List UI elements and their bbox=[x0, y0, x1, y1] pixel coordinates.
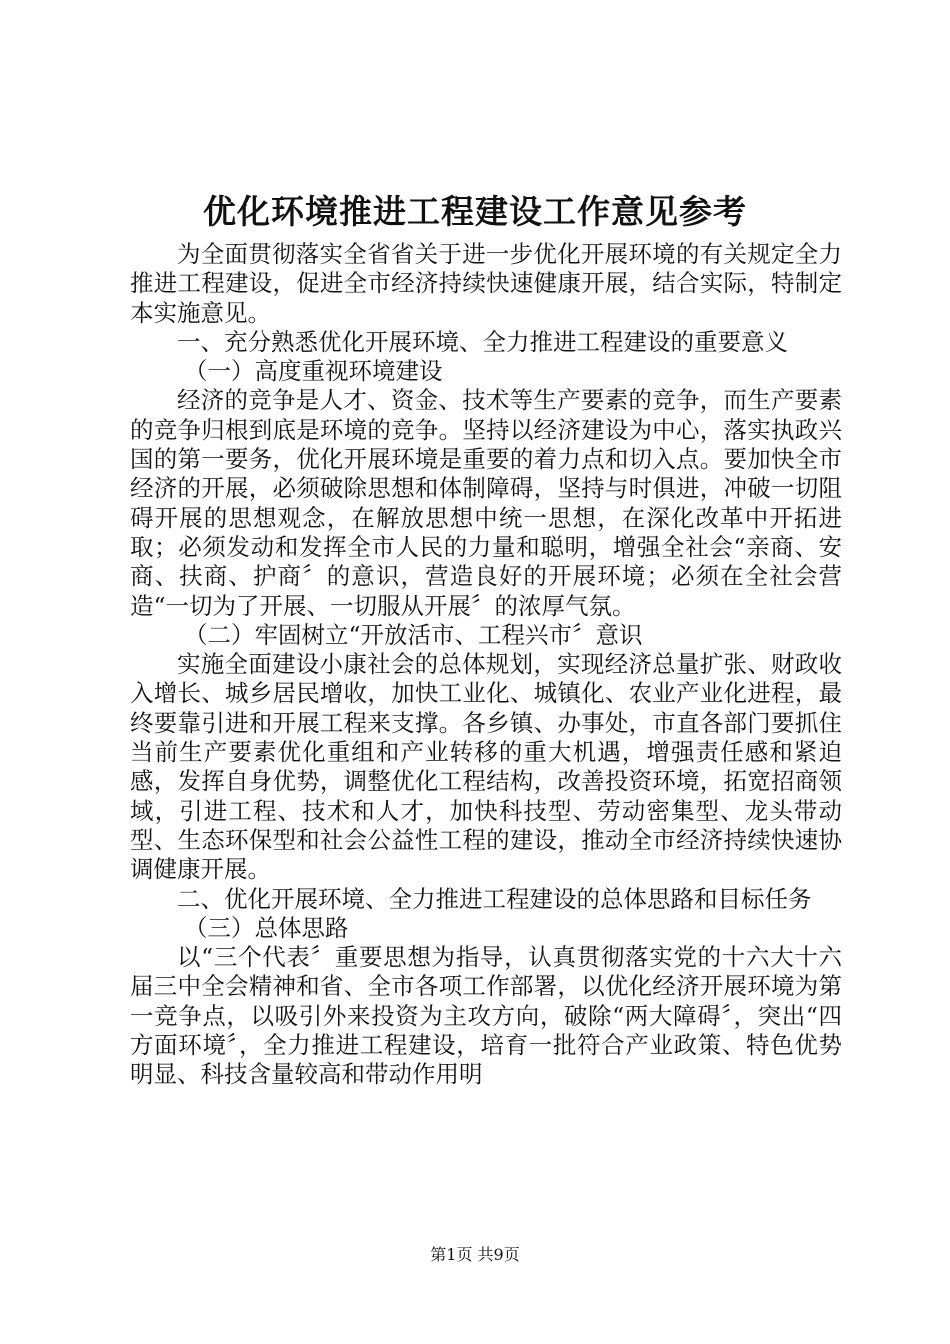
document-body bbox=[130, 240, 842, 1090]
page-footer: 第1页 共9页 bbox=[430, 1245, 520, 1264]
section-heading-1: 一、充分熟悉优化开展环境、全力推进工程建设的重要意义 bbox=[177, 327, 788, 356]
body-paragraph-3: 以“三个代表〞重要思想为指导，认真贯彻落实党的十六大十六届三中全会精神和省、全市各项工作部署，以优化经济开展环境为第一竞争点，以吸引外来投资为主攻方向，破除“两大障碍〞，突出“四方面环境〞，全力推进工程建设，培育一批符合产业政策、特色优势明显、科技含量较高和带动作用明 bbox=[130, 943, 842, 1089]
subsection-heading-3: （三）总体思路 bbox=[184, 913, 349, 942]
section-heading-2: 二、优化开展环境、全力推进工程建设的总体思路和目标任务 bbox=[177, 884, 812, 913]
subsection-heading-1: （一）高度重视环境建设 bbox=[184, 357, 443, 386]
intro-paragraph: 为全面贯彻落实全省省关于进一步优化开展环境的有关规定全力推进工程建设，促进全市经济持续快速健康开展，结合实际，特制定本实施意见。 bbox=[130, 240, 842, 327]
body-paragraph-2: 实施全面建设小康社会的总体规划，实现经济总量扩张、财政收入增长、城乡居民增收，加快工业化、城镇化、农业产业化进程，最终要靠引进和开展工程来支撑。各乡镇、办事处，市直各部门要抓住当前生产要素优化重组和产业转移的重大机遇，增强责任感和紧迫感，发挥自身优势，调整优化工程结构，改善投资环境，拓宽招商领域，引进工程、技术和人才，加快科技型、劳动密集型、龙头带动型、生态环保型和社会公益性工程的建设，推动全市经济持续快速协调健康开展。 bbox=[130, 650, 842, 884]
subsection-heading-2: （二）牢固树立“开放活市、工程兴市〞意识 bbox=[184, 620, 643, 649]
body-paragraph-1: 经济的竞争是人才、资金、技术等生产要素的竞争，而生产要素的竞争归根到底是环境的竞争。坚持以经济建设为中心，落实执政兴国的第一要务，优化开展环境是重要的着力点和切入点。要加快全市经济的开展，必须破除思想和体制障碍，坚持与时俱进，冲破一切阻碍开展的思想观念，在解放思想中统一思想，在深化改革中开拓进取；必须发动和发挥全市人民的力量和聪明，增强全社会“亲商、安商、扶商、护商〞的意识，营造良好的开展环境；必须在全社会营造“一切为了开展、一切服从开展〞的浓厚气氛。 bbox=[130, 386, 842, 620]
document-title: 优化环境推进工程建设工作意见参考 bbox=[203, 192, 747, 231]
